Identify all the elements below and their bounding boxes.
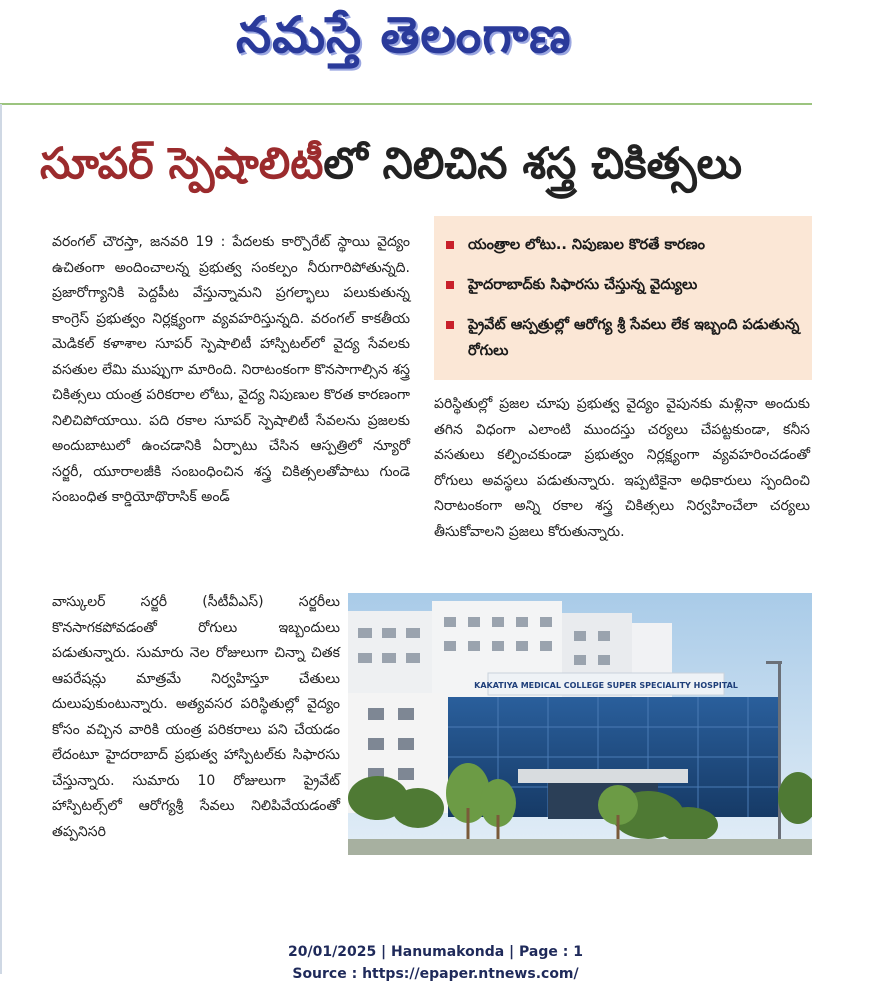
body-column-left-bottom [52, 590, 340, 845]
masthead-title: నమస్తే తెలంగాణ [236, 6, 572, 64]
bullet-square-icon [446, 321, 454, 329]
body-paragraph: వరంగల్ చౌరస్తా, జనవరి 19 : పేదలకు కార్పొరేట్ స్థాయి వైద్యం ఉచితంగా అందించాలన్న ప్రభుత్వ సంకల్పం నీరుగారిపోతున్నది. ప్రజారోగ్యానికి పెద్దపీట వేస్తున్నామని ప్రగల్భాలు పలుకుతున్న కాంగ్రెస్ ప్రభుత్వం నిర్లక్ష్యంగా వ్యవహరిస్తున్నది. వరంగల్ కాకతీయ మెడికల్ కళాశాల సూపర్ స్పెషాలిటీ హాస్పిటల్‌లో వైద్య సేవలకు వసతుల లేమి ముప్పుగా మారింది. నిరాటంకంగా కొనసాగాల్సిన శస్త్ర చికిత్సలు యంత్ర పరికరాల లోటు, వైద్య నిపుణుల కొరత కారణంగా నిలిచిపోయాయి. పది రకాల సూపర్ స్పెషాలిటీ సేవలను ప్రజలకు అందుబాటులో ఉంచడానికి ఏర్పాటు చేసిన ఆస్పత్రిలో న్యూరో సర్జరీ, యూరాలజీకి సంబంధించిన శస్త్ర చికిత్సలతోపాటు గుండె సంబంధిత కార్డియోథొరాసిక్ అండ్ [52, 234, 410, 505]
highlight-text: హైదరాబాద్‌కు సిఫారసు చేస్తున్న వైద్యులు [468, 277, 698, 293]
body-column-right [434, 392, 810, 545]
masthead-rule [0, 103, 812, 105]
bullet-square-icon [446, 241, 454, 249]
highlight-item [446, 312, 808, 364]
bullet-square-icon [446, 281, 454, 289]
hospital-sign: KAKATIYA MEDICAL COLLEGE SUPER SPECIALITY HOSPITAL [474, 681, 738, 690]
body-paragraph: పరిస్థితుల్లో ప్రజల చూపు ప్రభుత్వ వైద్యం వైపునకు మళ్లినా అందుకు తగిన విధంగా ఎలాంటి ముందస్తు చర్యలు చేపట్టకుండా, కనీస వసతులు కల్పించకుండా ప్రభుత్వం నిర్లక్ష్యంగా వ్యవహరించడంతో రోగులు అవస్థలు పడుతున్నారు. ఇప్పటికైనా అధికారులు స్పందించి నిరాటంకంగా అన్ని రకాల శస్త్ర చికిత్సలు నిర్వహించేలా చర్యలు తీసుకోవాలని ప్రజలు కోరుతున్నారు. [434, 396, 810, 540]
body-column-left-top [52, 230, 410, 511]
highlight-text: యంత్రాల లోటు.. నిపుణుల కొరతే కారణం [468, 237, 705, 253]
hospital-building-image [348, 593, 812, 855]
headline-rest: లో నిలిచిన శస్త్ర చికిత్సలు [323, 139, 743, 189]
highlights-box [434, 216, 812, 380]
headline [40, 138, 742, 190]
highlight-item [446, 232, 808, 258]
body-paragraph: వాస్కులర్ సర్జరీ (సీటీవీఎస్) సర్జరీలు కొనసాగకపోవడంతో రోగులు ఇబ్బందులు పడుతున్నారు. సుమారు నెల రోజులుగా చిన్నా చితక ఆపరేషన్లు మాత్రమే నిర్వహిస్తూ చేతులు దులుపుకుంటున్నారు. అత్యవసర పరిస్థితుల్లో వైద్యం కోసం వచ్చిన వారికి యంత్ర పరికరాలు పని చేయడం లేదంటూ హైదరాబాద్ ప్రభుత్వ హాస్పిటల్‌కు సిఫారసు చేస్తున్నారు. సుమారు 10 రోజులుగా ప్రైవేట్ హాస్పిటల్స్‌లో ఆరోగ్యశ్రీ సేవలు నిలిపివేయడంతో తప్పనిసరి [52, 594, 340, 840]
footer-source-link[interactable]: Source : https://epaper.ntnews.com/ [292, 966, 579, 982]
page-border-left [0, 104, 2, 974]
footer-edition-line: 20/01/2025 | Hanumakonda | Page : 1 [288, 944, 583, 960]
masthead [0, 0, 871, 104]
hospital-photo [348, 593, 812, 855]
highlight-item [446, 272, 808, 298]
headline-accent: సూపర్ స్పెషాలిటీ [40, 139, 324, 189]
highlight-text: ప్రైవేట్ ఆస్పత్రుల్లో ఆరోగ్య శ్రీ సేవలు లేక ఇబ్బంది పడుతున్న రోగులు [468, 317, 800, 359]
